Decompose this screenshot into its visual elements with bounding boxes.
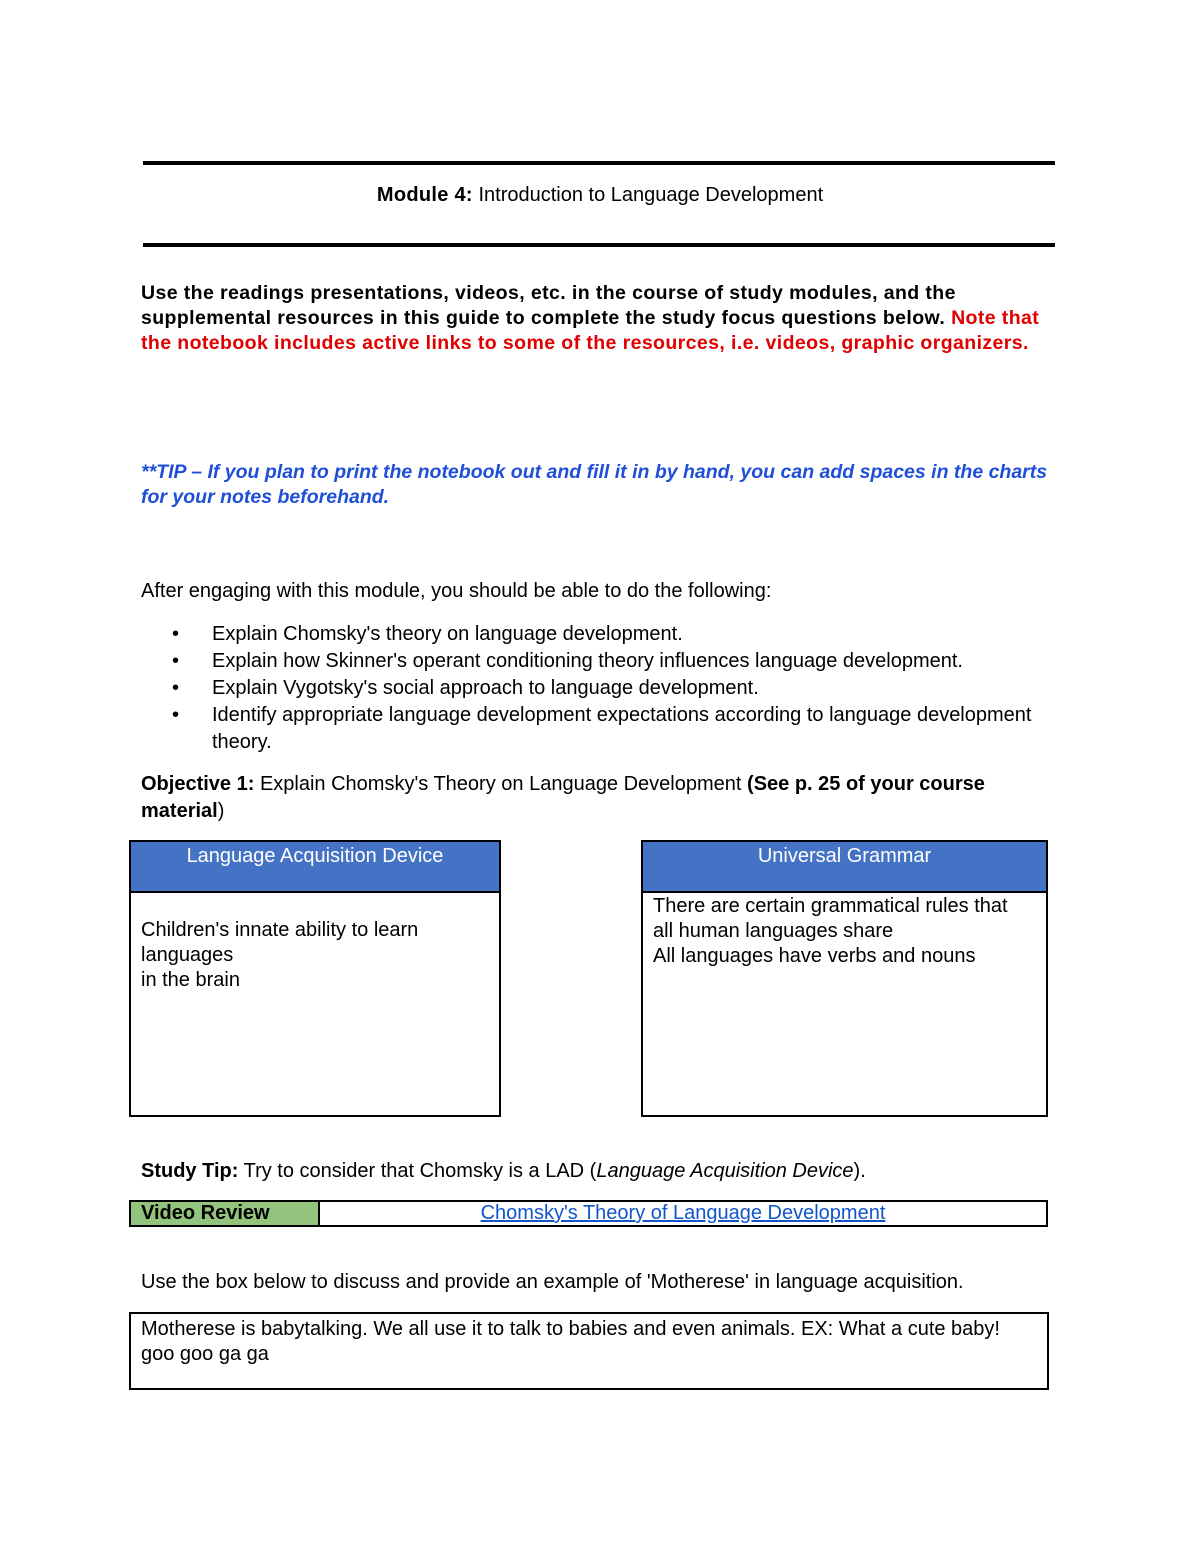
bullet-icon: • [172, 704, 180, 726]
objective-1-heading [141, 771, 1061, 825]
list-item [172, 702, 1052, 756]
outcomes-intro: After engaging with this module, you should be able to do the following: [141, 580, 772, 602]
list-item [172, 648, 1052, 675]
print-tip: **TIP – If you plan to print the notebook out and fill it in by hand, you can add spaces in the charts for your notes beforehand. [141, 461, 1048, 508]
ug-box [641, 840, 1048, 1117]
outcomes-list [172, 621, 1052, 756]
study-tip-italic: Language Acquisition Device [596, 1160, 854, 1182]
bottom-divider [143, 243, 1055, 247]
list-item-text: Explain Vygotsky's social approach to language development. [212, 677, 759, 699]
list-item [172, 675, 1052, 702]
study-tip [141, 1160, 866, 1183]
objective-1-reference: (See p. 25 of your course material [141, 773, 985, 822]
lad-line: languages [141, 944, 234, 966]
lad-line: Children's innate ability to learn [141, 919, 419, 941]
lad-line: in the brain [141, 969, 240, 991]
video-review-label: Video Review [131, 1202, 320, 1225]
bullet-icon: • [172, 650, 180, 672]
top-divider [143, 161, 1055, 165]
objective-1-reference-close: ) [217, 800, 225, 822]
list-item-text: Identify appropriate language development expectations according to language development theory. [212, 704, 1032, 753]
lad-box [129, 840, 501, 1117]
objective-1-text: Explain Chomsky's Theory on Language Development [259, 773, 742, 795]
objective-1-label: Objective 1: [141, 773, 255, 795]
lad-box-title: Language Acquisition Device [131, 842, 499, 893]
list-item [172, 621, 1052, 648]
intro-note-text: Note that the notebook includes active links to some of the resources, i.e. videos, graphic organizers. [141, 307, 1040, 354]
video-review-table [129, 1200, 1048, 1227]
module-title [0, 184, 1200, 207]
ug-line: all human languages share [653, 920, 894, 942]
bullet-icon: • [172, 677, 180, 699]
study-tip-label: Study Tip: [141, 1160, 239, 1182]
video-review-link-cell [320, 1202, 1046, 1225]
ug-line: All languages have verbs and nouns [653, 945, 976, 967]
bullet-icon: • [172, 623, 180, 645]
ug-line: There are certain grammatical rules that [653, 895, 1008, 917]
intro-main-text: Use the readings presentations, videos, etc. in the course of study modules, and the supplemental resources in this guide to complete the study focus questions below. [141, 282, 956, 329]
intro-instructions [141, 281, 1056, 356]
lad-box-content[interactable] [131, 893, 499, 993]
study-tip-text: Try to consider that Chomsky is a LAD ( [243, 1160, 597, 1182]
video-review-link[interactable]: Chomsky's Theory of Language Development [480, 1202, 886, 1224]
motherese-prompt: Use the box below to discuss and provide an example of 'Motherese' in language acquisition. [141, 1271, 964, 1293]
module-label: Module 4: [376, 184, 473, 206]
study-tip-close: ). [853, 1160, 866, 1182]
ug-box-title: Universal Grammar [643, 842, 1046, 893]
module-name: Introduction to Language Development [478, 184, 824, 206]
list-item-text: Explain Chomsky's theory on language development. [212, 623, 683, 645]
ug-box-content[interactable] [643, 893, 1046, 969]
list-item-text: Explain how Skinner's operant conditioning theory influences language development. [212, 650, 963, 672]
motherese-answer-box[interactable]: Motherese is babytalking. We all use it to talk to babies and even animals. EX: What a cute baby! goo goo ga ga [129, 1312, 1049, 1390]
